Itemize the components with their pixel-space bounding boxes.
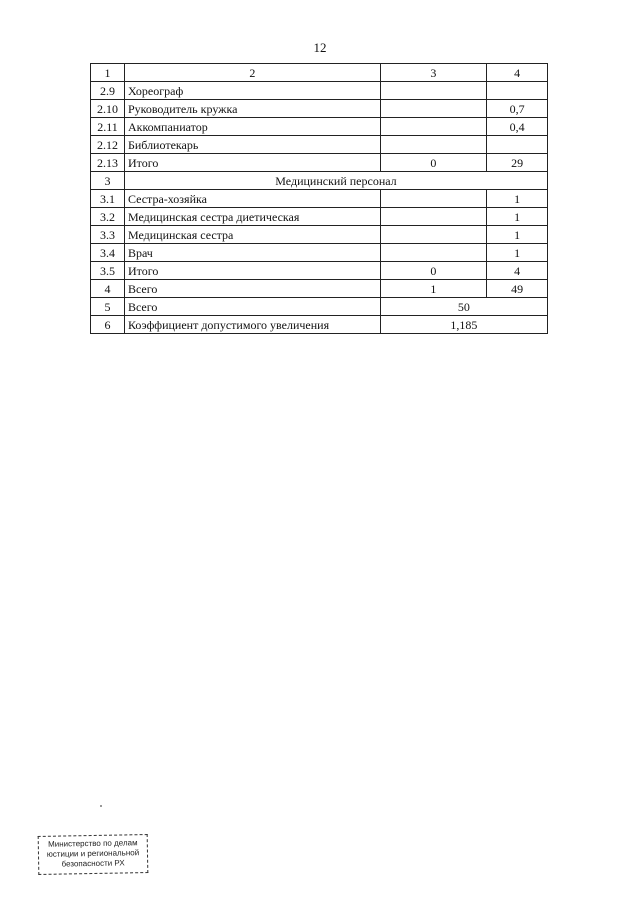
row-number: 3.1 <box>91 190 125 208</box>
row-number: 2.9 <box>91 82 125 100</box>
position-name: Хореограф <box>124 82 380 100</box>
section-row <box>91 172 548 190</box>
table-row <box>91 136 548 154</box>
table-row <box>91 226 548 244</box>
table-row <box>91 262 548 280</box>
col3-value <box>380 118 486 136</box>
ministry-stamp <box>38 834 149 875</box>
header-cell: 2 <box>124 64 380 82</box>
position-name: Руководитель кружка <box>124 100 380 118</box>
row-number: 2.11 <box>91 118 125 136</box>
table-row <box>91 208 548 226</box>
row-number: 3.2 <box>91 208 125 226</box>
col3-value: 0 <box>380 154 486 172</box>
position-name: Медицинская сестра диетическая <box>124 208 380 226</box>
col3-value <box>380 136 486 154</box>
row-number: 2.10 <box>91 100 125 118</box>
position-name: Библиотекарь <box>124 136 380 154</box>
stamp-line: юстиции и региональной <box>46 848 140 859</box>
header-cell: 4 <box>487 64 548 82</box>
col4-value <box>487 136 548 154</box>
col4-value: 0,4 <box>487 118 548 136</box>
staff-table <box>90 63 548 334</box>
table-row <box>91 154 548 172</box>
coefficient-row <box>91 316 548 334</box>
stamp-line: безопасности РХ <box>61 858 125 869</box>
col3-value <box>380 190 486 208</box>
header-cell: 1 <box>91 64 125 82</box>
col3-value <box>380 226 486 244</box>
col4-value: 4 <box>487 262 548 280</box>
col4-value: 1 <box>487 226 548 244</box>
position-name: Врач <box>124 244 380 262</box>
position-name: Всего <box>124 280 380 298</box>
col4-value: 0,7 <box>487 100 548 118</box>
col3-value <box>380 244 486 262</box>
coefficient-value: 1,185 <box>380 316 547 334</box>
row-number: 4 <box>91 280 125 298</box>
scan-speck <box>100 805 102 807</box>
row-number: 2.13 <box>91 154 125 172</box>
row-number: 3.5 <box>91 262 125 280</box>
position-name: Итого <box>124 154 380 172</box>
position-name: Медицинская сестра <box>124 226 380 244</box>
col4-value: 29 <box>487 154 548 172</box>
total-row <box>91 298 548 316</box>
row-number: 5 <box>91 298 125 316</box>
stamp-line: Министерство по делам <box>48 838 138 849</box>
col3-value: 1 <box>380 280 486 298</box>
table-row <box>91 280 548 298</box>
col3-value <box>380 208 486 226</box>
table-row <box>91 190 548 208</box>
col3-value: 0 <box>380 262 486 280</box>
section-title: Медицинский персонал <box>124 172 547 190</box>
table-row <box>91 100 548 118</box>
total-value: 50 <box>380 298 547 316</box>
row-number: 3.4 <box>91 244 125 262</box>
col4-value <box>487 82 548 100</box>
col3-value <box>380 100 486 118</box>
position-name: Коэффициент допустимого увеличения <box>124 316 380 334</box>
section-number: 3 <box>91 172 125 190</box>
col4-value: 1 <box>487 208 548 226</box>
col4-value: 1 <box>487 244 548 262</box>
table-row <box>91 82 548 100</box>
table-row <box>91 118 548 136</box>
page-number: 12 <box>313 40 327 55</box>
header-cell: 3 <box>380 64 486 82</box>
col3-value <box>380 82 486 100</box>
table-header-row <box>91 64 548 82</box>
position-name: Всего <box>124 298 380 316</box>
col4-value: 1 <box>487 190 548 208</box>
col4-value: 49 <box>487 280 548 298</box>
row-number: 3.3 <box>91 226 125 244</box>
position-name: Аккомпаниатор <box>124 118 380 136</box>
table-row <box>91 244 548 262</box>
row-number: 2.12 <box>91 136 125 154</box>
position-name: Сестра-хозяйка <box>124 190 380 208</box>
row-number: 6 <box>91 316 125 334</box>
position-name: Итого <box>124 262 380 280</box>
